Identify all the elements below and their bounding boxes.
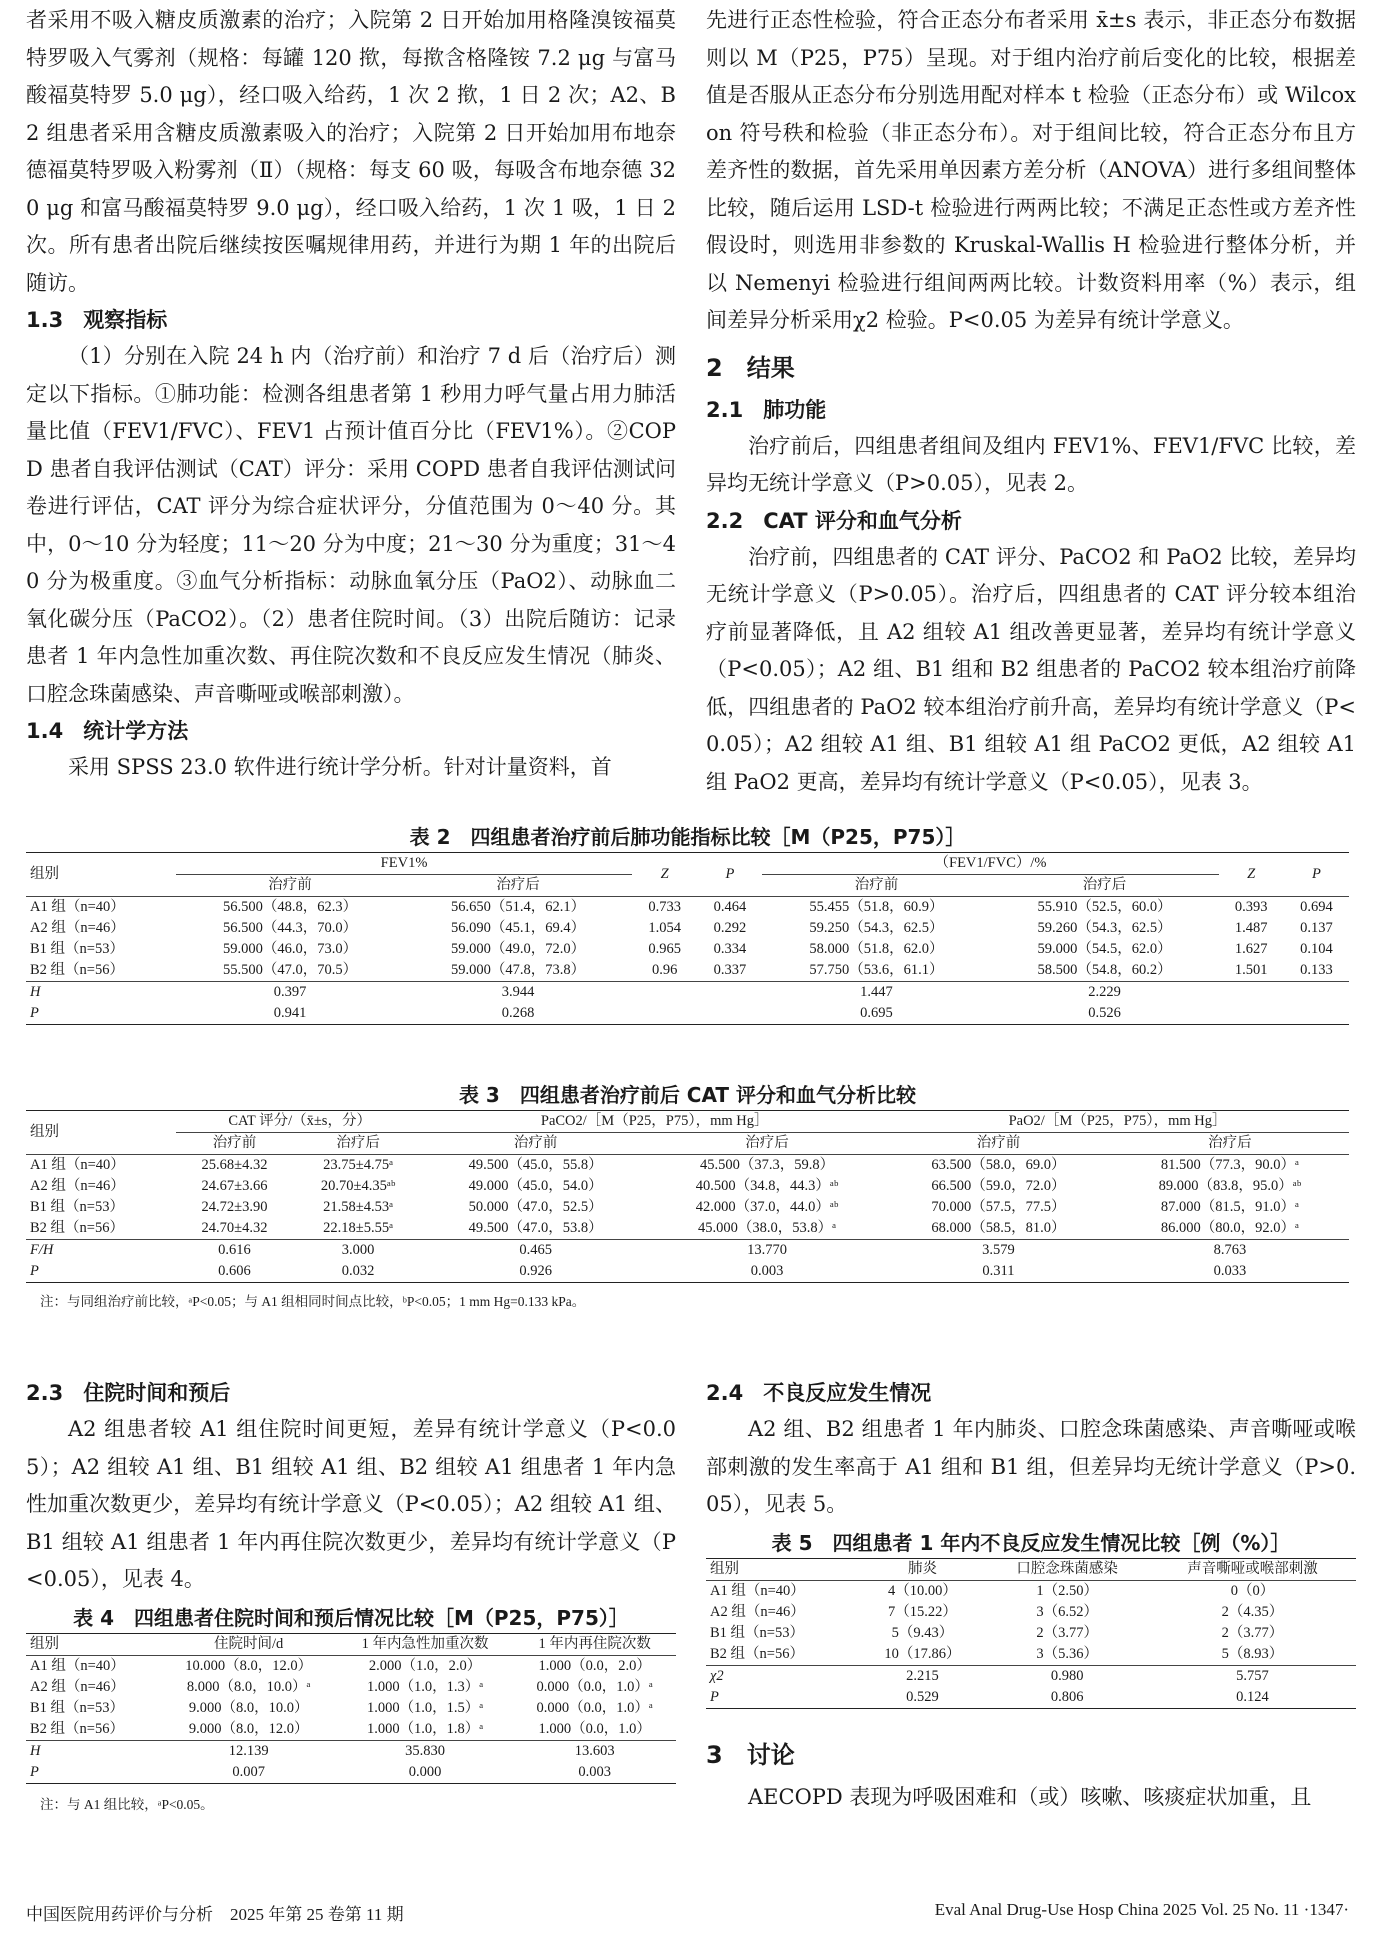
table-cell: B2 组（n=56）: [30, 962, 124, 978]
table-cell: [697, 1003, 762, 1025]
table-cell: B2 组（n=56）: [710, 1645, 804, 1662]
paragraph-lung: 治疗前后，四组患者组间及组内 FEV1%、FEV1/FVC 比较，差异均无统计学意义（P>0.05），见表 2。: [706, 433, 1356, 495]
table-cell: 0.526: [1088, 1005, 1121, 1021]
table-cell: A2 组（n=46）: [710, 1603, 805, 1620]
table-cell: 3.000: [341, 1242, 375, 1258]
table-cell: 0.941: [273, 1005, 307, 1021]
table-cell: 68.000（58.5，81.0）: [931, 1220, 1066, 1236]
table-cell: 0.000: [408, 1763, 442, 1780]
table-cell: P: [710, 1688, 719, 1705]
table-cell: 0.000（0.0，1.0）ᵃ: [536, 1678, 653, 1695]
table-cell: 45.000（38.0，53.8）ᵃ: [697, 1220, 837, 1236]
table-cell: 0.032: [341, 1263, 375, 1279]
table-cell: 1.054: [648, 920, 681, 936]
table-cell: 56.650（51.4，62.1）: [451, 899, 586, 915]
table-cell: 0.806: [1050, 1688, 1084, 1705]
table-cell: 49.500（45.0，55.8）: [468, 1157, 603, 1173]
right-column: [706, 2, 1356, 801]
table-2-caption: 表 2 四组患者治疗前后肺功能指标比较［M（P25，P75）］: [409, 825, 966, 849]
table-cell: 0.133: [1300, 962, 1333, 978]
table-row: [26, 1003, 1349, 1025]
table-row: [706, 1580, 1356, 1602]
footer-journal-cn: 中国医院用药评价与分析 2025 年第 25 卷第 11 期: [26, 1905, 404, 1924]
table-row: [26, 1762, 676, 1784]
table-cell: B2 组（n=56）: [30, 1720, 124, 1737]
table-row: [26, 897, 1349, 919]
table-cell: A1 组（n=40）: [30, 1657, 125, 1674]
table-cell: A1 组（n=40）: [30, 1157, 125, 1173]
table-cell: 49.500（47.0，53.8）: [468, 1220, 603, 1236]
table-cell: 40.500（34.8，44.3）ᵃᵇ: [695, 1178, 839, 1194]
table-cell: 56.500（44.3，70.0）: [222, 920, 358, 936]
table-cell: 0.033: [1213, 1263, 1247, 1279]
table-cell: A2 组（n=46）: [30, 1678, 125, 1695]
table-cell: 49.000（45.0，54.0）: [468, 1178, 603, 1194]
table-cell: 13.603: [574, 1742, 615, 1759]
table-cell: B2 组（n=56）: [30, 1220, 124, 1236]
table-cell: 1.501: [1234, 962, 1268, 978]
table-cell: 0.007: [232, 1763, 265, 1780]
table-cell: P: [30, 1763, 39, 1780]
table-row: [26, 1719, 676, 1741]
table-cell: 0.104: [1300, 941, 1333, 957]
heading-2-2: 2.2 CAT 评分和血气分析: [706, 508, 962, 533]
heading-2-4: 2.4 不良反应发生情况: [706, 1381, 932, 1405]
table-cell: A2 组（n=46）: [30, 920, 125, 936]
table-cell: 7（15.22）: [888, 1603, 957, 1620]
heading-1-3: 1.3 观察指标: [26, 308, 168, 332]
table-cell: 0.311: [982, 1263, 1015, 1279]
table-cell: 1.000（1.0，1.5）ᵃ: [366, 1699, 484, 1716]
table-cell: 3（5.36）: [1036, 1645, 1098, 1662]
heading-2: 2 结果: [706, 353, 795, 382]
table-cell: 1（2.50）: [1036, 1582, 1098, 1599]
paragraph-method-cont: 者采用不吸入糖皮质激素的治疗；入院第 2 日开始加用格隆溴铵福莫特罗吸入气雾剂（规格：每罐 120 揿，每揿含格隆铵 7.2 μg 与富马酸福莫特罗 5.0 μg），经口吸入给药，1 次 2 揿，1 日 2 次；A2、B2 组患者采用含糖皮质激素吸入的治疗；入院第 2 日开始加用布地奈德福莫特罗吸入粉雾剂（Ⅱ）（规格：每支 60 吸，每吸含布地奈德 320 μg 和富马酸福莫特罗 9.0 μg），经口吸入给药，1 次 1 吸，1 日 2 次。所有患者出院后继续按医嘱规律用药，并进行为期 1 年的出院后随访。: [26, 8, 676, 295]
table-cell: B1 组（n=53）: [710, 1624, 804, 1641]
table-cell: 1.000（0.0，1.0）: [538, 1720, 651, 1737]
table-cell: 1.487: [1234, 920, 1268, 936]
table-row: [26, 1240, 1349, 1262]
table-cell: 35.830: [405, 1742, 446, 1759]
table-row: [26, 982, 1349, 1004]
table-row: [26, 918, 1349, 939]
table-cell: [632, 982, 697, 1004]
table-row: [706, 1623, 1356, 1644]
table-cell: 0.965: [648, 941, 681, 957]
table-row: [706, 1602, 1356, 1623]
table-3-note: 注：与同组治疗前比较，ᵃP<0.05；与 A1 组相同时间点比较，ᵇP<0.05；1 mm Hg=0.133 kPa。: [40, 1294, 586, 1309]
table-row: [26, 1176, 1349, 1197]
table-cell: 55.500（47.0，70.5）: [222, 962, 358, 978]
table-row: [26, 1155, 1349, 1177]
table-cell: 0.694: [1300, 899, 1333, 915]
table-cell: 24.72±3.90: [201, 1199, 268, 1215]
table-5: 组别 肺炎 口腔念珠菌感染 声音嘶哑或喉部刺激 A1 组（n=40） 4（10.00） 1（2.50） 0（0） A2 组（n=46） 7（15.22） 3（6.52） 2（4.35） B1 组（n=53） 5（9.43） 2（3.77） 2（3.77） B2 组（n=56） 10（17.86） 3（5.36） 5（8.93） χ2 2.215 0.980 5.757 P 0.529 0.806 0.124: [706, 1558, 1356, 1709]
table-cell: [632, 1003, 697, 1025]
paragraph-hospital-time: A2 组患者较 A1 组住院时间更短，差异有统计学意义（P<0.05）；A2 组较 A1 组、B1 组较 A1 组、B2 组较 A1 组患者 1 年内急性加重次数更少，差异均有统计学意义（P<0.05）；A2 组较 A1 组、B1 组较 A1 组患者 1 年内再住院次数更少，差异均有统计学意义（P<0.05），见表 4。: [26, 1417, 676, 1591]
table-cell: 0.96: [652, 962, 678, 978]
table-row: [706, 1665, 1356, 1687]
table-cell: 1.000（1.0，1.8）ᵃ: [366, 1720, 484, 1737]
table-cell: [1219, 982, 1284, 1004]
table-cell: 0.124: [1236, 1688, 1269, 1705]
table-cell: 59.250（54.3，62.5）: [809, 920, 944, 936]
table-row: [26, 939, 1349, 960]
table-cell: 66.500（59.0，72.0）: [931, 1178, 1066, 1194]
table-cell: 23.75±4.75ᵃ: [323, 1157, 394, 1173]
table-cell: [1284, 1003, 1349, 1025]
table-cell: 0.695: [860, 1005, 893, 1021]
table-cell: 0.980: [1050, 1667, 1084, 1684]
table-cell: 2（4.35）: [1221, 1603, 1284, 1620]
table-cell: 63.500（58.0，69.0）: [931, 1157, 1066, 1173]
table-cell: [1284, 982, 1349, 1004]
table-cell: 10（17.86）: [884, 1645, 961, 1662]
table-cell: 0.926: [519, 1263, 552, 1279]
table-cell: 0.268: [501, 1005, 535, 1021]
table-cell: 8.000（8.0，10.0）ᵃ: [186, 1678, 311, 1695]
table-cell: 1.000（1.0，1.3）ᵃ: [366, 1678, 484, 1695]
table-cell: 22.18±5.55ᵃ: [323, 1220, 394, 1236]
table-cell: 8.763: [1213, 1242, 1247, 1258]
table-cell: 5.757: [1236, 1667, 1269, 1684]
table-cell: 0.003: [750, 1263, 784, 1279]
table-cell: 0.733: [648, 899, 681, 915]
table-cell: 2.000（1.0，2.0）: [368, 1657, 482, 1674]
table-cell: 0.003: [578, 1763, 611, 1780]
right-bottom: [706, 1375, 1356, 1816]
table-cell: 2.229: [1088, 984, 1121, 1000]
table-cell: B1 组（n=53）: [30, 941, 124, 957]
table-3: 表 3 四组患者治疗前后 CAT 评分和血气分析比较 组别 CAT 评分/（x̄±s，分） PaCO2/［M（P25，P75），mm Hg］ PaO2/［M（P25，P75），mm Hg］ 治疗前 治疗后 治疗前 治疗后 治疗前 治疗后 A1 组（n=40） 25.68±4.32 23.75±4.75ᵃ 49.500（45.0，55.8） 45.500（37.3，59.8） 63.500（58.0，69.0） 81.500（77.3，90.0）ᵃ A2 组（n=46） 24.67±3.66 20.70±4.35ᵃᵇ 49.000（45.0，54.0） 40.500（34.8，44.3）ᵃᵇ 66.500（59.0，72.0） 89.000（83.8，95.0）ᵃᵇ B1 组（n=53） 24.72±3.90 21.58±4.53ᵃ 50.000（47.0，52.5） 42.000（37.0，44.0）ᵃᵇ 70.000（57.5，77.5） 87.000（81.5，91.0）ᵃ B2 组（n=56） 24.70±4.32 22.18±5.55ᵃ 49.500（47.0，53.8） 45.000（38.0，53.8）ᵃ 68.000（58.5，81.0） 86.000（80.0，92.0）ᵃ F/H 0.616 3.000 0.465 13.770 3.579 8.763 P 0.606 0.032 0.926 0.003 0.311 0.033 注：与同组治疗前比较，ᵃP<0.05；与 A1 组相同时间点比较，ᵇP<0.05；1 mm Hg=0.133 kPa。: [26, 1080, 1349, 1313]
table-cell: 10.000（8.0，12.0）: [185, 1657, 313, 1674]
table-cell: 59.260（54.3，62.5）: [1037, 920, 1172, 936]
paragraph-stats-start: 采用 SPSS 23.0 软件进行统计学分析。针对计量资料，首: [68, 755, 612, 779]
table-cell: 3（6.52）: [1036, 1603, 1098, 1620]
table-cell: 70.000（57.5，77.5）: [931, 1199, 1066, 1215]
heading-2-3: 2.3 住院时间和预后: [26, 1381, 231, 1405]
table-row: [26, 1698, 676, 1719]
table-cell: 58.000（51.8，62.0）: [809, 941, 944, 957]
table-2: 表 2 四组患者治疗前后肺功能指标比较［M（P25，P75）］ 组别 FEV1% Z P （FEV1/FVC）/% Z P 治疗前 治疗后 治疗前 治疗后 A1 组（n=40） 56.500（48.8，62.3） 56.650（51.4，62.1） 0.733 0.464 55.455（51.8，60.9） 55.910（52.5，60.0） 0.393 0.694 A2 组（n=46） 56.500（44.3，70.0） 56.090（45.1，69.4） 1.054 0.292 59.250（54.3，62.5） 59.260（54.3，62.5） 1.487 0.137 B1 组（n=53） 59.000（46.0，73.0） 59.000（49.0，72.0） 0.965 0.334 58.000（51.8，62.0） 59.000（54.5，62.0） 1.627 0.104 B2 组（n=56） 55.500（47.0，70.5） 59.000（47.8，73.8） 0.96 0.337 57.750（53.6，61.1） 58.500（54.8，60.2） 1.501 0.133 H 0.397 3.944 1.447 2.229 P 0.941 0.268 0.695 0.526: [26, 822, 1349, 1025]
table-row: [706, 1687, 1356, 1709]
table-cell: A1 组（n=40）: [30, 899, 125, 915]
paragraph-observation: （1）分别在入院 24 h 内（治疗前）和治疗 7 d 后（治疗后）测定以下指标。①肺功能：检测各组患者第 1 秒用力呼气量占用力肺活量比值（FEV1/FVC）、FEV1 占预计值百分比（FEV1%）。②COPD 患者自我评估测试（CAT）评分：采用 COPD 患者自我评估测试问卷进行评估，CAT 评分为综合症状评分，分值范围为 0～40 分。其中，0～10 分为轻度；11～20 分为中度；21～30 分为重度；31～40 分为极重度。③血气分析指标：动脉血氧分压（PaO2）、动脉血二氧化碳分压（PaCO2）。（2）患者住院时间。（3）出院后随访：记录患者 1 年内急性加重次数、再住院次数和不良反应发生情况（肺炎、口腔念珠菌感染、声音嘶哑或喉部刺激）。: [26, 344, 676, 706]
paragraph-cat: 治疗前，四组患者的 CAT 评分、PaCO2 和 PaO2 比较，差异均无统计学意义（P>0.05）。治疗后，四组患者的 CAT 评分较本组治疗前显著降低，且 A2 组较 A1 组改善更显著，差异均有统计学意义（P<0.05）；A2 组、B1 组和 B2 组患者的 PaCO2 较本组治疗前降低，四组患者的 PaO2 较本组治疗前升高，差异均有统计学意义（P<0.05）；A2 组较 A1 组、B1 组较 A1 组 PaCO2 更低，A2 组较 A1 组 PaO2 更高，差异均有统计学意义（P<0.05），见表 3。: [706, 544, 1356, 794]
table-cell: 2.215: [906, 1667, 939, 1684]
table-cell: 59.000（54.5，62.0）: [1037, 941, 1172, 957]
left-bottom: [26, 1375, 676, 1816]
table-cell: 45.500（37.3，59.8）: [699, 1157, 835, 1173]
table-cell: 3.579: [982, 1242, 1015, 1258]
table-cell: 13.770: [747, 1242, 787, 1258]
paragraph-discussion: AECOPD 表现为呼吸困难和（或）咳嗽、咳痰症状加重，且: [748, 1784, 1312, 1809]
table-cell: 25.68±4.32: [201, 1157, 268, 1173]
table-cell: 59.000（47.8，73.8）: [451, 962, 586, 978]
table-cell: χ2: [710, 1667, 724, 1684]
table-cell: 0.464: [713, 899, 747, 915]
table-cell: 55.455（51.8，60.9）: [809, 899, 944, 915]
table-cell: 9.000（8.0，10.0）: [188, 1699, 309, 1716]
table-cell: [697, 982, 762, 1004]
table-cell: [1219, 1003, 1284, 1025]
table-cell: 56.500（48.8，62.3）: [222, 899, 358, 915]
table-cell: 89.000（83.8，95.0）ᵃᵇ: [1158, 1178, 1302, 1194]
table-cell: 21.58±4.53ᵃ: [323, 1199, 394, 1215]
table-cell: 5（9.43）: [891, 1624, 954, 1641]
table-cell: 57.750（53.6，61.1）: [809, 962, 944, 978]
table-cell: 24.70±4.32: [201, 1220, 268, 1236]
table-cell: 0.529: [906, 1688, 939, 1705]
table-cell: B1 组（n=53）: [30, 1699, 124, 1716]
table-cell: P: [30, 1005, 39, 1021]
table-4-note: 注：与 A1 组比较，ᵃP<0.05。: [40, 1796, 214, 1812]
table-cell: 55.910（52.5，60.0）: [1037, 899, 1172, 915]
heading-3: 3 讨论: [706, 1740, 795, 1769]
table-cell: 50.000（47.0，52.5）: [468, 1199, 603, 1215]
table-cell: 81.500（77.3，90.0）ᵃ: [1160, 1157, 1299, 1173]
table-cell: 1.447: [860, 984, 893, 1000]
table-cell: 59.000（46.0，73.0）: [222, 941, 358, 957]
table-cell: 58.500（54.8，60.2）: [1037, 962, 1172, 978]
table-cell: 0.616: [218, 1242, 251, 1258]
page-footer: [26, 1900, 1349, 1925]
table-cell: 0.465: [519, 1242, 552, 1258]
table-cell: 1.627: [1234, 941, 1268, 957]
table-4: 组别 住院时间/d 1 年内急性加重次数 1 年内再住院次数 A1 组（n=40） 10.000（8.0，12.0） 2.000（1.0，2.0） 1.000（0.0，2.0） A2 组（n=46） 8.000（8.0，10.0）ᵃ 1.000（1.0，1.3）ᵃ 0.000（0.0，1.0）ᵃ B1 组（n=53） 9.000（8.0，10.0） 1.000（1.0，1.5）ᵃ 0.000（0.0，1.0）ᵃ B2 组（n=56） 9.000（8.0，12.0） 1.000（1.0，1.8）ᵃ 1.000（0.0，1.0） H 12.139 35.830 13.603 P 0.007 0.000 0.003: [26, 1633, 676, 1784]
table-row: [26, 1655, 676, 1677]
table-row: [706, 1644, 1356, 1666]
table-cell: H: [30, 1742, 41, 1759]
table-cell: 56.090（45.1，69.4）: [451, 920, 586, 936]
table-row: [26, 1740, 676, 1762]
footer-journal-en: Eval Anal Drug-Use Hosp China 2025 Vol. 25 No. 11 ·1347·: [934, 1900, 1349, 1919]
table-cell: 0（0）: [1230, 1582, 1275, 1599]
table-cell: 20.70±4.35ᵃᵇ: [320, 1178, 396, 1194]
table-cell: 1.000（0.0，2.0）: [538, 1657, 651, 1674]
heading-2-1: 2.1 肺功能: [706, 397, 827, 422]
table-cell: 0.393: [1234, 899, 1268, 915]
table-cell: 0.397: [273, 984, 307, 1000]
table-3-caption: 表 3 四组患者治疗前后 CAT 评分和血气分析比较: [458, 1083, 917, 1107]
table-cell: 0.292: [713, 920, 747, 936]
table-cell: A2 组（n=46）: [30, 1178, 125, 1194]
table-row: [26, 1197, 1349, 1218]
table-cell: 24.67±3.66: [201, 1178, 268, 1194]
table-cell: 9.000（8.0，12.0）: [188, 1720, 309, 1737]
table-cell: 2（3.77）: [1221, 1624, 1284, 1641]
table-cell: 4（10.00）: [888, 1582, 957, 1599]
table-row: [26, 960, 1349, 982]
table-cell: F/H: [30, 1242, 54, 1258]
table-cell: 42.000（37.0，44.0）ᵃᵇ: [695, 1199, 839, 1215]
heading-1-4: 1.4 统计学方法: [26, 719, 189, 743]
table-row: [26, 1218, 1349, 1240]
table-cell: 0.606: [218, 1263, 251, 1279]
table-5-caption: 表 5 四组患者 1 年内不良反应发生情况比较［例（%）］: [771, 1530, 1291, 1555]
paragraph-adverse: A2 组、B2 组患者 1 年内肺炎、口腔念珠菌感染、声音嘶哑或喉部刺激的发生率高于 A1 组和 B1 组，但差异均无统计学意义（P>0.05），见表 5。: [706, 1417, 1356, 1516]
table-cell: 2（3.77）: [1036, 1624, 1098, 1641]
table-4-caption: 表 4 四组患者住院时间和预后情况比较［M（P25，P75）］: [73, 1605, 629, 1630]
table-cell: A1 组（n=40）: [710, 1582, 805, 1599]
table-cell: B1 组（n=53）: [30, 1199, 124, 1215]
table-cell: 12.139: [228, 1742, 269, 1759]
paragraph-stats-cont: 先进行正态性检验，符合正态分布者采用 x̄±s 表示，非正态分布数据则以 M（P25，P75）呈现。对于组内治疗前后变化的比较，根据差值是否服从正态分布分别选用配对样本 t 检验（正态分布）或 Wilcoxon 符号秩和检验（非正态分布）。对于组间比较，符合正态分布且方差齐性的数据，首先采用单因素方差分析（ANOVA）进行多组间整体比较，随后运用 LSD-t 检验进行两两比较；不满足正态性或方差齐性假设时，则选用非参数的 Kruskal-Wallis H 检验进行整体分析，并以 Nemenyi 检验进行组间两两比较。计数资料用率（%）表示，组间差异分析采用χ2 检验。P<0.05 为差异有统计学意义。: [706, 8, 1356, 332]
table-cell: 86.000（80.0，92.0）ᵃ: [1160, 1220, 1299, 1236]
left-column: [26, 2, 676, 787]
table-cell: P: [30, 1263, 39, 1279]
table-cell: 0.137: [1300, 920, 1333, 936]
table-cell: H: [30, 984, 41, 1000]
table-cell: 0.337: [713, 962, 747, 978]
table-row: [26, 1677, 676, 1698]
table-cell: 0.000（0.0，1.0）ᵃ: [536, 1699, 653, 1716]
table-cell: 87.000（81.5，91.0）ᵃ: [1160, 1199, 1299, 1215]
table-cell: 59.000（49.0，72.0）: [451, 941, 586, 957]
table-cell: 3.944: [501, 984, 535, 1000]
table-row: [26, 1261, 1349, 1283]
table-cell: 0.334: [713, 941, 747, 957]
table-cell: 5（8.93）: [1221, 1645, 1284, 1662]
